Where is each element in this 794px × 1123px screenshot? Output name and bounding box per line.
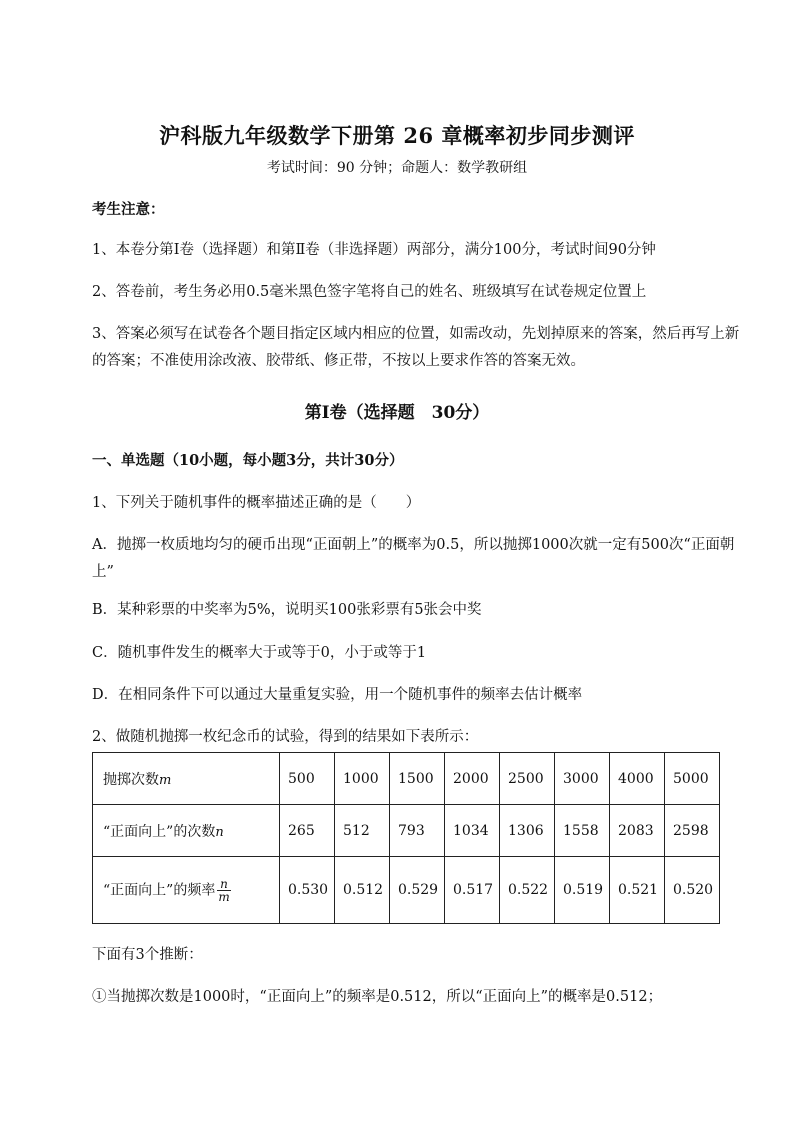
fraction-n-over-m: $\frac{n}{m}$ (218, 876, 230, 904)
table-cell: 0.522 (500, 857, 555, 924)
table-cell: 1558 (555, 805, 610, 857)
section-title: 第Ⅰ卷（选择题 30分） (304, 403, 490, 423)
inference-1: ①当抛掷次数是1000时，“正面向上”的频率是0.512，所以“正面向上”的概率是0.512； (92, 989, 663, 1005)
table-cell: 1500 (390, 753, 445, 805)
notice-item-2: 2、答卷前，考生务必用0.5毫米黑色签字笔将自己的姓名、班级填写在试卷规定位置上 (92, 284, 647, 300)
table-cell: 0.519 (555, 857, 610, 924)
coin-toss-table (92, 752, 720, 924)
table-row-label: 抛掷次数m (93, 753, 280, 805)
table-cell: 0.512 (335, 857, 390, 924)
notice-item-1: 1、本卷分第Ⅰ卷（选择题）和第Ⅱ卷（非选择题）两部分，满分100分，考试时间90分钟 (92, 242, 656, 258)
table-cell: 265 (280, 805, 335, 857)
table-cell: 0.521 (610, 857, 665, 924)
table-cell: 4000 (610, 753, 665, 805)
exam-info: 考试时间：90 分钟；命题人：数学教研组 (266, 160, 528, 176)
table-row-label: “正面向上”的频率 $\frac{n}{m}$ (93, 857, 280, 924)
table-cell: 793 (390, 805, 445, 857)
table-cell: 500 (280, 753, 335, 805)
table-cell: 2000 (445, 753, 500, 805)
table-cell: 0.530 (280, 857, 335, 924)
table-cell: 512 (335, 805, 390, 857)
part-heading: 一、单选题（10小题，每小题3分，共计30分） (92, 452, 404, 469)
table-cell: 2500 (500, 753, 555, 805)
table-cell: 5000 (665, 753, 720, 805)
question-1-option-a: A．抛掷一枚质地均匀的硬币出现“正面朝上”的概率为0.5，所以抛掷1000次就一定有500次“正面朝上” (92, 537, 735, 580)
table-row (93, 805, 720, 857)
table-cell: 2083 (610, 805, 665, 857)
table-cell: 1306 (500, 805, 555, 857)
question-1-option-d: D．在相同条件下可以通过大量重复实验，用一个随机事件的频率去估计概率 (92, 687, 583, 703)
variable-n: n (215, 824, 224, 840)
table-cell: 1000 (335, 753, 390, 805)
table-cell: 0.529 (390, 857, 445, 924)
notice-heading: 考生注意： (92, 201, 165, 218)
table-row-label: “正面向上”的次数n (93, 805, 280, 857)
table-cell: 3000 (555, 753, 610, 805)
question-1-option-c: C．随机事件发生的概率大于或等于0，小于或等于1 (92, 645, 427, 661)
page-title: 沪科版九年级数学下册第 26 章概率初步同步测评 (159, 123, 635, 148)
table-cell: 1034 (445, 805, 500, 857)
question-1-option-b: B．某种彩票的中奖率为5%，说明买100张彩票有5张会中奖 (92, 602, 482, 618)
variable-m: m (159, 772, 172, 788)
table-row (93, 857, 720, 924)
question-1-stem: 1、下列关于随机事件的概率描述正确的是（ ） (92, 495, 421, 511)
table-cell: 0.517 (445, 857, 500, 924)
table-cell: 2598 (665, 805, 720, 857)
notice-item-3: 3、答案必须写在试卷各个题目指定区域内相应的位置，如需改动，先划掉原来的答案，然后再写上新的答案；不准使用涂改液、胶带纸、修正带，不按以上要求作答的答案无效。 (92, 326, 740, 369)
table-cell: 0.520 (665, 857, 720, 924)
table-row (93, 753, 720, 805)
question-2-stem: 2、做随机抛掷一枚纪念币的试验，得到的结果如下表所示： (92, 729, 479, 745)
inference-intro: 下面有3个推断： (92, 947, 203, 963)
